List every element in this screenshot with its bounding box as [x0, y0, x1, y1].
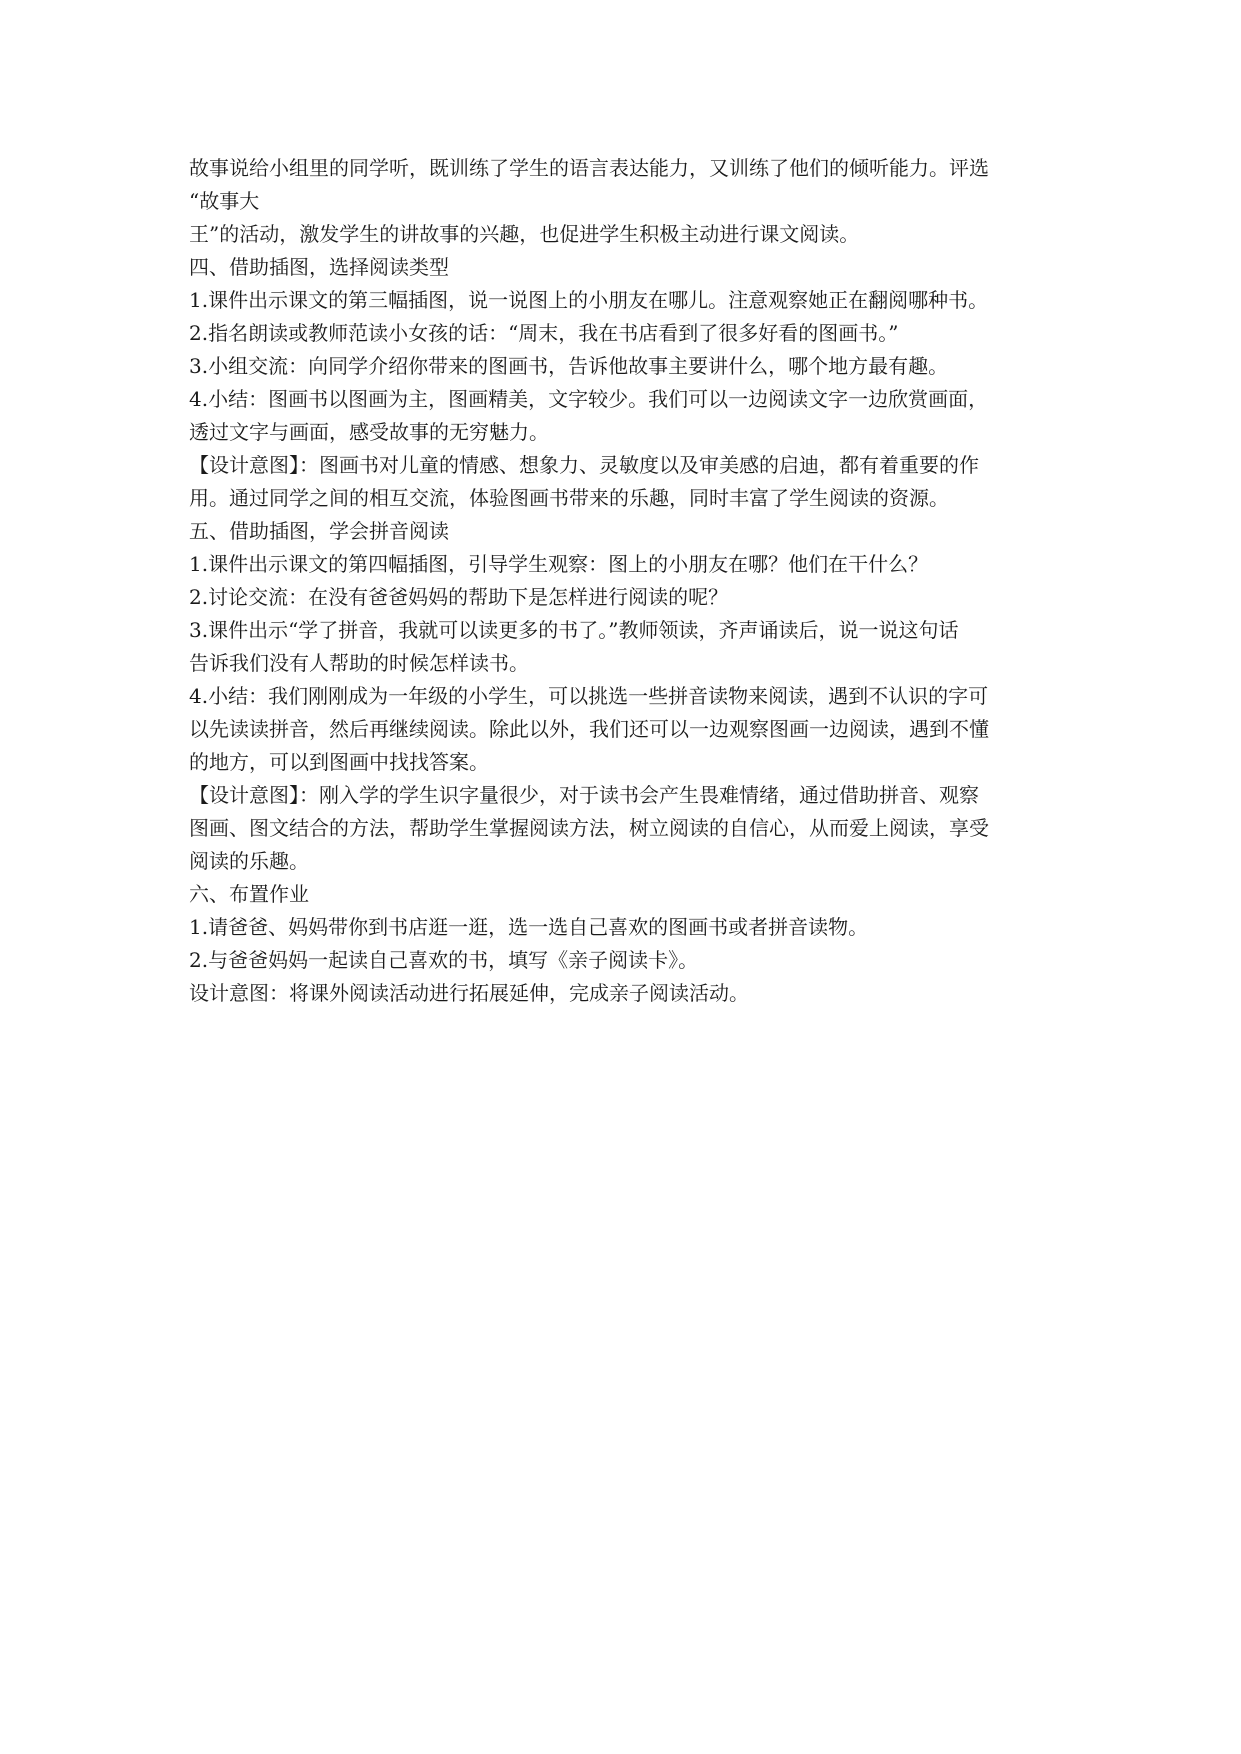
paragraph-line: 故事说给小组里的同学听，既训练了学生的语言表达能力，又训练了他们的倾听能力。评选: [189, 156, 989, 180]
design-intent-line: 【设计意图】：刚入学的学生识字量很少，对于读书会产生畏难情绪，通过借助拼音、观察: [189, 783, 979, 807]
paragraph-line: 王”的活动，激发学生的讲故事的兴趣，也促进学生积极主动进行课文阅读。: [189, 222, 860, 246]
paragraph-line: 的地方，可以到图画中找找答案。: [189, 750, 489, 774]
list-item: 1.课件出示课文的第三幅插图，说一说图上的小朋友在哪儿。注意观察她正在翻阅哪种书。: [189, 288, 989, 312]
list-item: 2.讨论交流：在没有爸爸妈妈的帮助下是怎样进行阅读的呢？: [189, 585, 729, 609]
list-item: 4.小结：我们刚刚成为一年级的小学生，可以挑选一些拼音读物来阅读，遇到不认识的字可: [189, 684, 989, 708]
paragraph-line: 以先读读拼音，然后再继续阅读。除此以外，我们还可以一边观察图画一边阅读，遇到不懂: [189, 717, 989, 741]
list-item: 1.请爸爸、妈妈带你到书店逛一逛，选一选自己喜欢的图画书或者拼音读物。: [189, 915, 869, 939]
list-item: 1.课件出示课文的第四幅插图，引导学生观察：图上的小朋友在哪？他们在干什么？: [189, 552, 929, 576]
paragraph-line: 告诉我们没有人帮助的时候怎样读书。: [189, 651, 529, 675]
design-intent-line: 【设计意图】：图画书对儿童的情感、想象力、灵敏度以及审美感的启迪，都有着重要的作: [189, 453, 979, 477]
paragraph-line: 图画、图文结合的方法，帮助学生掌握阅读方法，树立阅读的自信心，从而爱上阅读，享受: [189, 816, 989, 840]
document-body: [189, 152, 1069, 1010]
paragraph-line: 阅读的乐趣。: [189, 849, 309, 873]
paragraph-line: “故事大: [189, 189, 260, 213]
paragraph-line: 透过文字与画面，感受故事的无穷魅力。: [189, 420, 549, 444]
design-intent-line: 设计意图：将课外阅读活动进行拓展延伸，完成亲子阅读活动。: [189, 981, 749, 1005]
section-heading-5: 五、借助插图，学会拼音阅读: [189, 519, 449, 543]
list-item: 3.小组交流：向同学介绍你带来的图画书，告诉他故事主要讲什么，哪个地方最有趣。: [189, 354, 949, 378]
paragraph-line: 用。通过同学之间的相互交流，体验图画书带来的乐趣，同时丰富了学生阅读的资源。: [189, 486, 949, 510]
list-item: 2.指名朗读或教师范读小女孩的话：“周末，我在书店看到了很多好看的图画书。”: [189, 321, 899, 345]
section-heading-6: 六、布置作业: [189, 882, 309, 906]
section-heading-4: 四、借助插图，选择阅读类型: [189, 255, 449, 279]
list-item: 2.与爸爸妈妈一起读自己喜欢的书，填写《亲子阅读卡》。: [189, 948, 699, 972]
list-item: 3.课件出示“学了拼音，我就可以读更多的书了。”教师领读，齐声诵读后，说一说这句话: [189, 618, 959, 642]
list-item: 4.小结：图画书以图画为主，图画精美，文字较少。我们可以一边阅读文字一边欣赏画面，: [189, 387, 989, 411]
